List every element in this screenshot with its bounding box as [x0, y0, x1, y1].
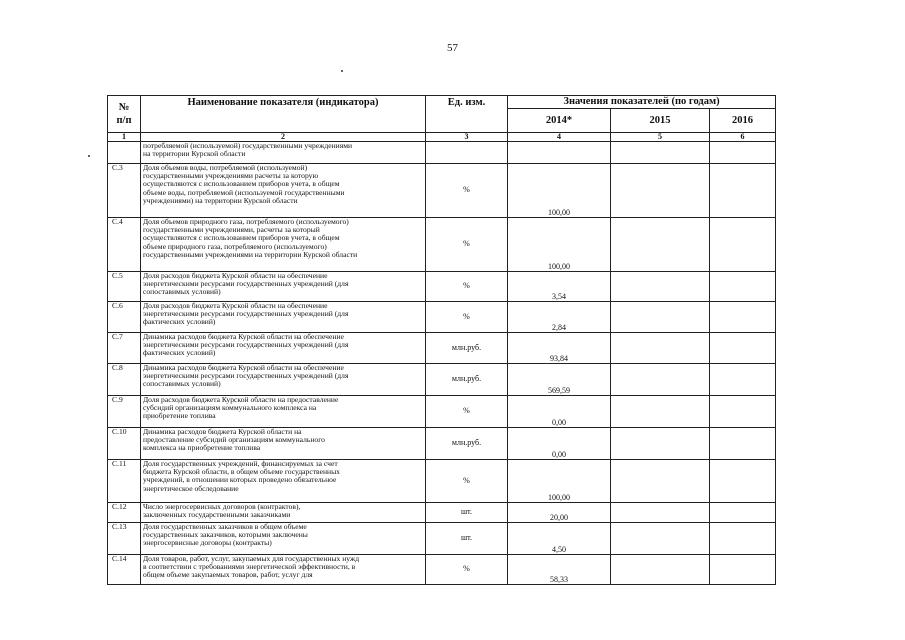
table-row	[108, 523, 776, 555]
value-2015	[611, 555, 710, 585]
unit-of-measure: %	[426, 460, 508, 503]
unit-of-measure: %	[426, 272, 508, 302]
unit-of-measure: шт.	[426, 503, 508, 523]
value-2014: 100,00	[508, 460, 611, 503]
value-2014: 3,54	[508, 272, 611, 302]
unit-of-measure	[426, 142, 508, 164]
value-2016	[710, 302, 776, 333]
header-unit: Ед. изм.	[426, 96, 508, 133]
table-row	[108, 333, 776, 364]
column-number: 3	[426, 133, 508, 142]
table-row	[108, 460, 776, 503]
value-2016	[710, 364, 776, 396]
value-2016	[710, 555, 776, 585]
indicator-code: С.3	[108, 164, 141, 218]
value-2015	[611, 164, 710, 218]
header-indicator-name: Наименование показателя (индикатора)	[141, 96, 426, 133]
table-row	[108, 272, 776, 302]
value-2016	[710, 503, 776, 523]
value-2016	[710, 164, 776, 218]
table-row	[108, 428, 776, 460]
unit-of-measure: %	[426, 555, 508, 585]
value-2015	[611, 428, 710, 460]
value-2015	[611, 302, 710, 333]
indicator-code: С.9	[108, 396, 141, 428]
indicator-name: Доля товаров, работ, услуг, закупаемых для государственных нужд в соответствии с требованиями энергетической эффективности, в общем объеме закупаемых товаров, работ, услуг для	[141, 555, 426, 585]
indicator-code: С.4	[108, 218, 141, 272]
table-row	[108, 142, 776, 164]
indicator-name: Доля расходов бюджета Курской области на обеспечение энергетическими ресурсами государственных учреждений (для фактических условий)	[141, 302, 426, 333]
unit-of-measure: %	[426, 218, 508, 272]
value-2014: 4,50	[508, 523, 611, 555]
table-row	[108, 302, 776, 333]
value-2014: 93,84	[508, 333, 611, 364]
value-2015	[611, 218, 710, 272]
indicator-name: Доля расходов бюджета Курской области на предоставление субсидий организациям коммунального комплекса на приобретение топлива	[141, 396, 426, 428]
value-2016	[710, 396, 776, 428]
table-body	[108, 133, 776, 585]
indicator-code: С.10	[108, 428, 141, 460]
column-number: 2	[141, 133, 426, 142]
value-2015	[611, 396, 710, 428]
value-2014: 100,00	[508, 218, 611, 272]
value-2014: 2,84	[508, 302, 611, 333]
scan-speck	[341, 70, 343, 72]
value-2016	[710, 218, 776, 272]
header-values-by-year: Значения показателей (по годам)	[508, 96, 776, 109]
indicator-code: С.7	[108, 333, 141, 364]
indicator-name: Динамика расходов бюджета Курской области на предоставление субсидий организациям коммунального комплекса на приобретение топлива	[141, 428, 426, 460]
indicator-name: Динамика расходов бюджета Курской области на обеспечение энергетическими ресурсами государственных учреждений (для фактических условий)	[141, 333, 426, 364]
value-2014: 20,00	[508, 503, 611, 523]
value-2016	[710, 428, 776, 460]
indicator-code	[108, 142, 141, 164]
indicator-name: Доля объемов воды, потребляемой (используемой) государственными учреждениями расчеты за которую осуществляются с использованием приборов учета, в общем объеме воды, потребляемой (используемой государственными учреждениями) на территории Курской области	[141, 164, 426, 218]
table-row	[108, 396, 776, 428]
value-2015	[611, 460, 710, 503]
column-number: 4	[508, 133, 611, 142]
unit-of-measure: шт.	[426, 523, 508, 555]
indicator-name: потребляемой (используемой) государственными учреждениями на территории Курской области	[141, 142, 426, 164]
header-year: 2016	[710, 109, 776, 133]
value-2016	[710, 460, 776, 503]
value-2015	[611, 142, 710, 164]
page-number: 57	[447, 42, 458, 54]
header-number: № п/п	[108, 96, 141, 133]
value-2014: 569,59	[508, 364, 611, 396]
unit-of-measure: млн.руб.	[426, 333, 508, 364]
column-number: 1	[108, 133, 141, 142]
header-year: 2014*	[508, 109, 611, 133]
table-row	[108, 503, 776, 523]
indicator-name: Доля государственных учреждений, финансируемых за счет бюджета Курской области, в общем объеме государственных учреждений, в отношении которых проведено обязательное энергетическое обследование	[141, 460, 426, 503]
value-2015	[611, 333, 710, 364]
scan-speck	[88, 155, 90, 157]
indicator-code: С.14	[108, 555, 141, 585]
column-number: 6	[710, 133, 776, 142]
value-2015	[611, 272, 710, 302]
value-2016	[710, 333, 776, 364]
value-2014: 100,00	[508, 164, 611, 218]
table-row	[108, 164, 776, 218]
indicator-name: Доля расходов бюджета Курской области на обеспечение энергетическими ресурсами государственных учреждений (для сопоставимых условий)	[141, 272, 426, 302]
table-row	[108, 364, 776, 396]
value-2016	[710, 272, 776, 302]
value-2016	[710, 523, 776, 555]
value-2014: 0,00	[508, 396, 611, 428]
value-2014: 58,33	[508, 555, 611, 585]
indicator-code: С.6	[108, 302, 141, 333]
unit-of-measure: млн.руб.	[426, 364, 508, 396]
value-2015	[611, 503, 710, 523]
column-number-row	[108, 133, 776, 142]
value-2015	[611, 364, 710, 396]
indicator-name: Доля объемов природного газа, потребляемого (используемого) государственными учреждениями, расчеты за который осуществляются с использованием приборов учета, в общем объеме природного газа, потребляемого (используемого) государственными учреждениями на территории Курской области	[141, 218, 426, 272]
indicator-code: С.12	[108, 503, 141, 523]
indicator-name: Доля государственных заказчиков в общем объеме государственных заказчиков, которыми заключены энергосервисные договоры (контракты)	[141, 523, 426, 555]
indicator-code: С.13	[108, 523, 141, 555]
indicator-code: С.8	[108, 364, 141, 396]
value-2014: 0,00	[508, 428, 611, 460]
value-2016	[710, 142, 776, 164]
indicator-name: Динамика расходов бюджета Курской области на обеспечение энергетическими ресурсами государственных учреждений (для сопоставимых условий)	[141, 364, 426, 396]
value-2014	[508, 142, 611, 164]
unit-of-measure: %	[426, 164, 508, 218]
indicator-code: С.11	[108, 460, 141, 503]
value-2015	[611, 523, 710, 555]
table-row	[108, 555, 776, 585]
unit-of-measure: %	[426, 396, 508, 428]
header-year: 2015	[611, 109, 710, 133]
indicator-code: С.5	[108, 272, 141, 302]
indicators-table	[107, 95, 776, 585]
unit-of-measure: %	[426, 302, 508, 333]
column-number: 5	[611, 133, 710, 142]
indicator-name: Число энергосервисных договоров (контрактов), заключенных государственными заказчиками	[141, 503, 426, 523]
table-row	[108, 218, 776, 272]
unit-of-measure: млн.руб.	[426, 428, 508, 460]
